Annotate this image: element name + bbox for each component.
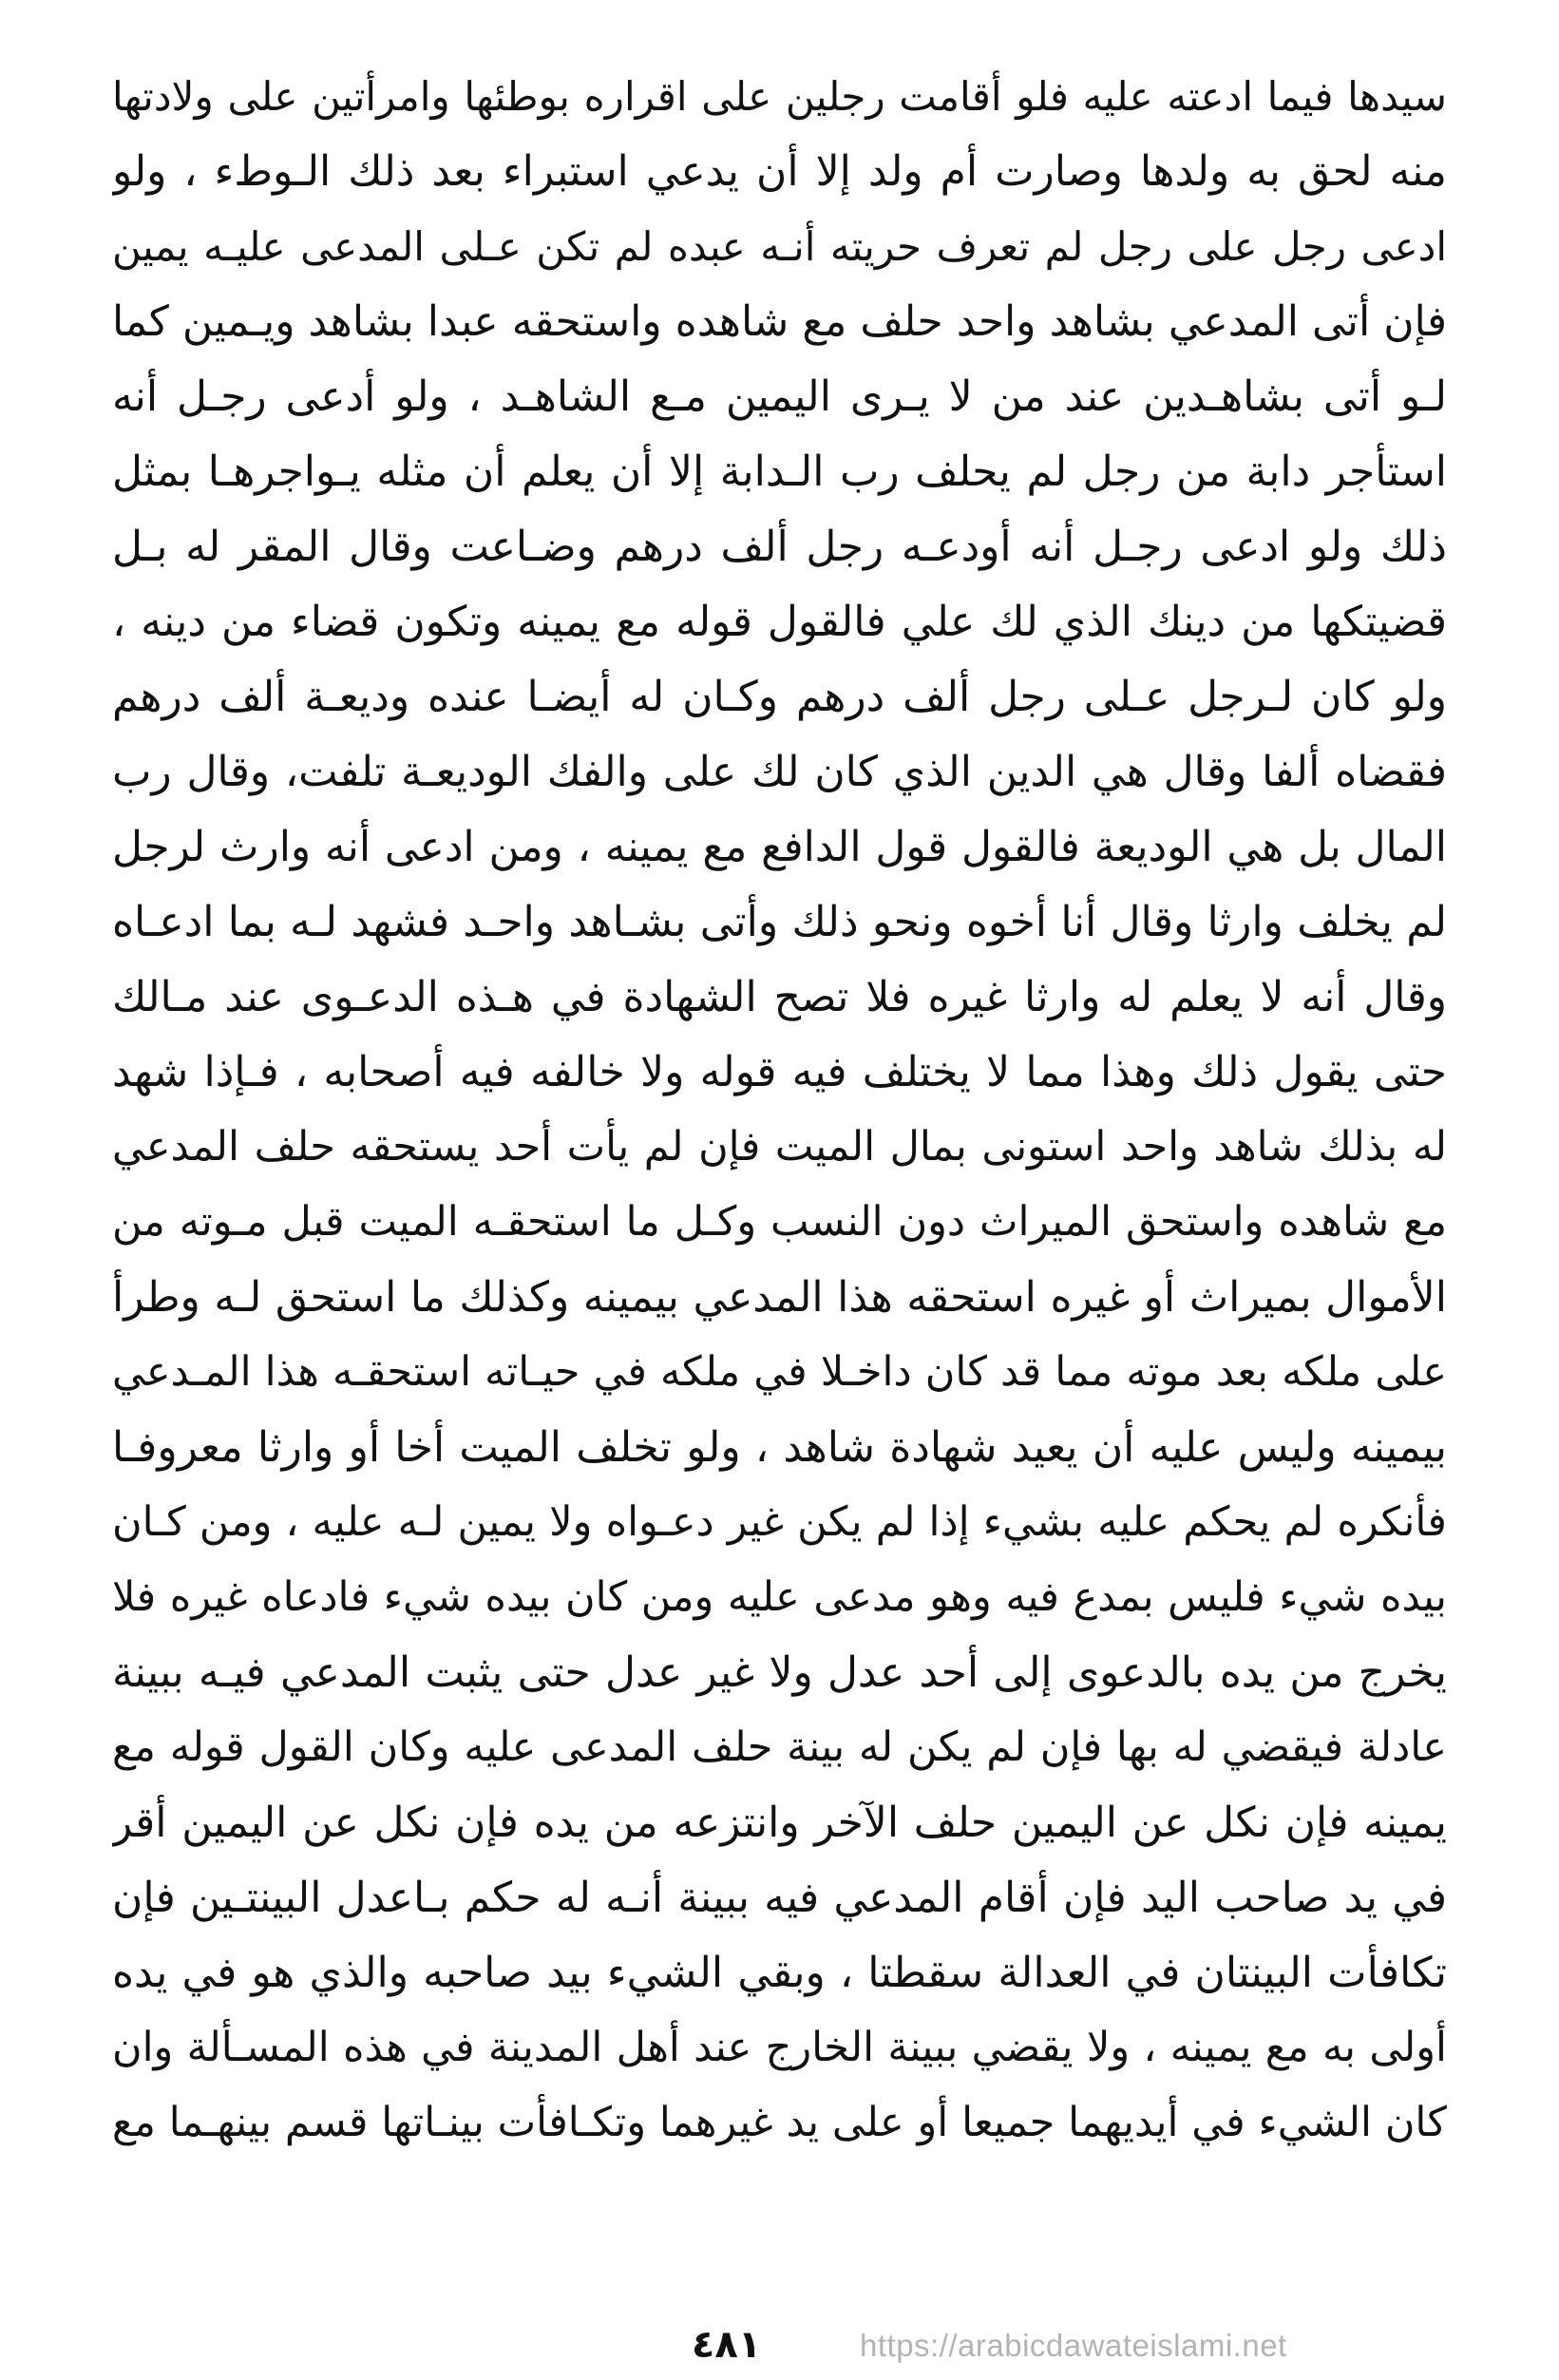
text-line: يخرج من يده بالدعوى إلى أحد عدل ولا غير عدل حتى يثبت المدعي فيـه ببينة xyxy=(112,1648,1447,1697)
text-line: على ملكه بعد موته مما قد كان داخـلا في ملكه في حيـاته استحقـه هذا المـدعي xyxy=(112,1348,1447,1396)
text-line: ذلك ولو ادعى رجـل أنه أودعـه رجل ألف درهم وضـاعت وقال المقر له بـل xyxy=(112,523,1447,571)
text-line: فإن أتى المدعي بشاهد واحد حلف مع شاهده واستحقه عبدا بشاهد ويـمين كما xyxy=(112,297,1447,346)
page-footer xyxy=(0,2323,1559,2367)
text-line: استأجر دابة من رجل لم يحلف رب الـدابة إلا أن يعلم أن مثله يـواجرهـا بمثل xyxy=(112,447,1447,496)
text-line: بيده شيء فليس بمدع فيه وهو مدعى عليه ومن كان بيده شيء فادعاه غيره فلا xyxy=(112,1573,1447,1621)
text-line: لـو أتى بشاهـدين عند من لا يـرى اليمين مـع الشاهـد ، ولو أدعى رجـل أنه xyxy=(112,372,1447,421)
text-line: قضيتكها من دينك الذي لك علي فالقول قوله مع يمينه وتكون قضاء من دينه ، xyxy=(112,598,1447,646)
text-line: في يد صاحب اليد فإن أقام المدعي فيه ببينة أنـه له حكم بـاعدل البينتـين فإن xyxy=(112,1874,1447,1922)
text-line: أولى به مع يمينه ، ولا يقضي ببينة الخارج عند أهل المدينة في هذه المسـألة وان xyxy=(112,2024,1447,2071)
text-line: بيمينه وليس عليه أن يعيد شهادة شاهد ، ولو تخلف الميت أخا أو وارثا معروفـا xyxy=(112,1423,1447,1472)
text-line: عادلة فيقضي له بها فإن لم يكن له بينة حلف المدعى عليه وكان القول قوله مع xyxy=(112,1723,1447,1771)
text-line: تكافأت البينتان في العدالة سقطتا ، وبقي الشيء بيد صاحبه والذي هو في يده xyxy=(112,1949,1447,1997)
text-line: لم يخلف وارثا وقال أنا أخوه ونحو ذلك وأتى بشـاهد واحـد فشهد لـه بما ادعـاه xyxy=(112,898,1447,946)
text-line: الأموال بميراث أو غيره استحقه هذا المدعي بيمينه وكذلك ما استحق لـه وطرأ xyxy=(112,1273,1447,1322)
text-line: سيدها فيما ادعته عليه فلو أقامت رجلين على اقراره بوطئها وامرأتين على ولادتها xyxy=(112,73,1447,120)
text-line: كان الشيء في أيديهما جميعا أو على يد غيرهما وتكـافأت بينـاتها قسم بينهـما مع xyxy=(112,2099,1447,2146)
text-line: منه لحق به ولدها وصارت أم ولد إلا أن يدعي استبراء بعد ذلك الـوطء ، ولو xyxy=(112,147,1447,196)
text-line: له بذلك شاهد واحد استونى بمال الميت فإن لم يأت أحد يستحقه حلف المدعي xyxy=(112,1123,1447,1171)
body-text xyxy=(112,59,1447,2161)
text-line: فقضاه ألفا وقال هي الدين الذي كان لك على والفك الوديعـة تلفت، وقال رب xyxy=(112,748,1447,796)
text-line: يمينه فإن نكل عن اليمين حلف الآخر وانتزعه من يده فإن نكل عن اليمين أقر xyxy=(112,1799,1447,1847)
text-line: فأنكره لم يحكم عليه بشيء إذا لم يكن غير دعـواه ولا يمين لـه عليه ، ومن كـان xyxy=(112,1498,1447,1546)
text-line: مع شاهده واستحق الميراث دون النسب وكـل ما استحقـه الميت قبل مـوته من xyxy=(112,1198,1447,1246)
watermark-url: https://arabicdawateislami.net xyxy=(860,2328,1287,2363)
page-number: ٤٨١ xyxy=(692,2323,762,2367)
text-line: حتى يقول ذلك وهذا مما لا يختلف فيه قوله ولا خالفه فيه أصحابه ، فـإذا شهد xyxy=(112,1048,1447,1096)
text-line: ولو كان لـرجل عـلى رجل ألف درهم وكـان له أيضـا عنده وديعـة ألف درهم xyxy=(112,673,1447,721)
text-line: ادعى رجل على رجل لم تعرف حريته أنـه عبده لم تكن عـلى المدعى عليـه يمين xyxy=(112,223,1447,270)
text-line: المال بل هي الوديعة فالقول قول الدافع مع يمينه ، ومن ادعى أنه وارث لرجل xyxy=(112,823,1447,871)
text-line: وقال أنه لا يعلم له وارثا غيره فلا تصح الشهادة في هـذه الدعـوى عند مـالك xyxy=(112,973,1447,1021)
